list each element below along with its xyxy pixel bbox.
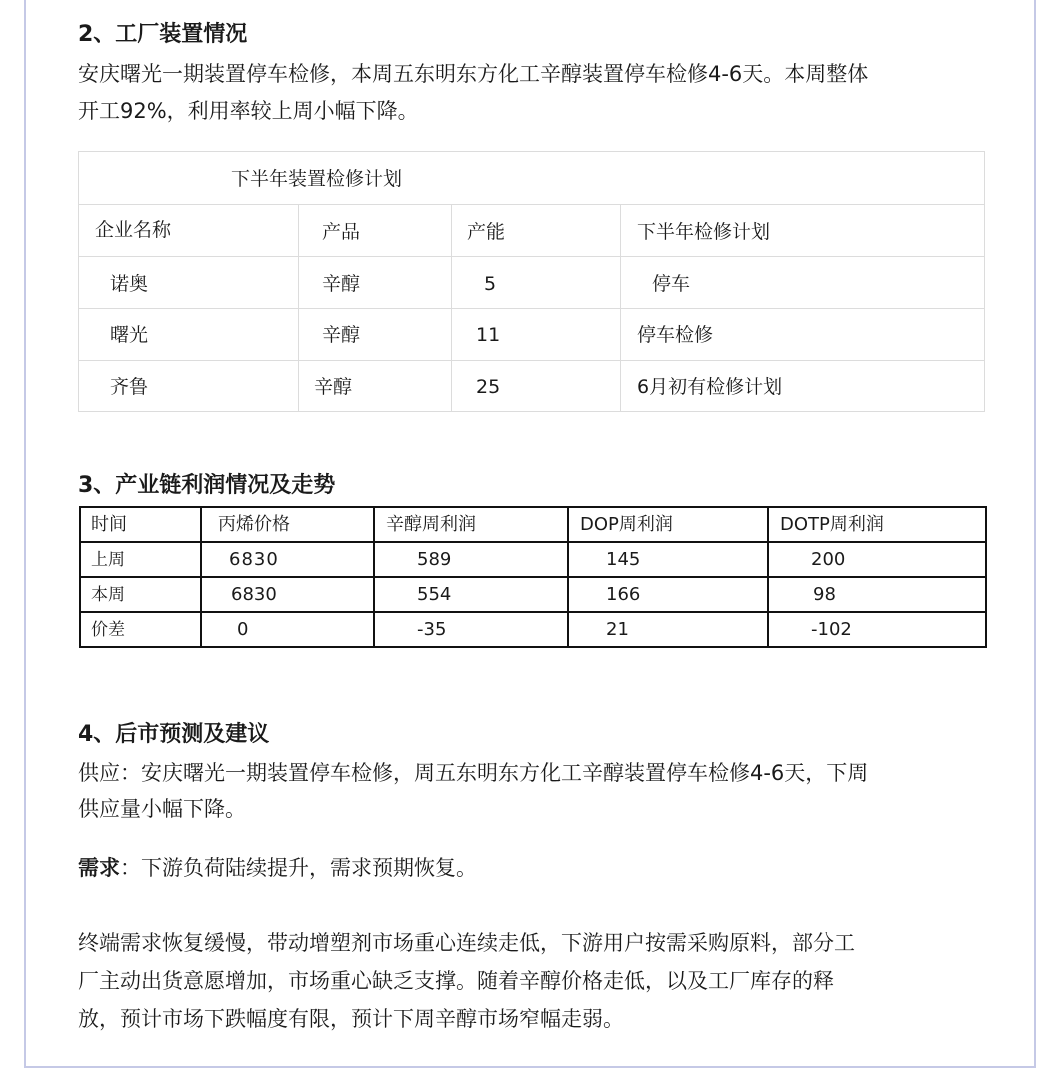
demand-paragraph	[78, 850, 477, 887]
section-2-heading: 2、工厂装置情况	[78, 22, 248, 47]
table-cell: 21	[568, 612, 768, 647]
table-cell: 诺奥	[110, 273, 149, 295]
demand-text: ：下游负荷陆续提升，需求预期恢复。	[120, 856, 477, 880]
section-4-heading: 4、后市预测及建议	[78, 722, 270, 747]
table-cell: -102	[768, 612, 986, 647]
table-row	[80, 577, 986, 612]
table-header-cell: 丙烯价格	[201, 507, 374, 542]
outlook-paragraph-line: 终端需求恢复缓慢，带动增塑剂市场重心连续走低，下游用户按需采购原料，部分工	[78, 931, 855, 955]
table-cell: 本周	[80, 577, 201, 612]
table-cell: 上周	[80, 542, 201, 577]
table-header-cell: 时间	[80, 507, 201, 542]
table-cell: 停车检修	[637, 324, 714, 346]
table-header-cell: 产能	[467, 221, 506, 243]
table-row	[80, 612, 986, 647]
table-cell: 辛醇	[322, 324, 361, 346]
table-header-cell: DOP周利润	[568, 507, 768, 542]
table-cell: 价差	[80, 612, 201, 647]
table-header-cell: 辛醇周利润	[374, 507, 568, 542]
supply-paragraph-line: 供应：安庆曙光一期装置停车检修，周五东明东方化工辛醇装置停车检修4-6天，下周	[78, 761, 869, 785]
maintenance-table-title: 下半年装置检修计划	[231, 168, 403, 190]
table-cell: 145	[568, 542, 768, 577]
table-cell: 200	[768, 542, 986, 577]
table-cell: 6月初有检修计划	[637, 376, 783, 398]
table-cell: -35	[374, 612, 568, 647]
section-2-paragraph-line: 开工92%，利用率较上周小幅下降。	[78, 99, 419, 123]
table-cell: 停车	[652, 273, 691, 295]
table-header-cell: 下半年检修计划	[637, 221, 771, 243]
supply-paragraph-line: 供应量小幅下降。	[78, 797, 246, 821]
table-cell: 11	[476, 324, 501, 346]
table-cell: 589	[374, 542, 568, 577]
table-header-cell: 企业名称	[95, 219, 172, 241]
table-cell: 6830	[201, 542, 374, 577]
table-cell: 6830	[201, 577, 374, 612]
table-cell: 98	[768, 577, 986, 612]
table-cell: 166	[568, 577, 768, 612]
table-cell: 0	[201, 612, 374, 647]
outlook-paragraph-line: 放，预计市场下跌幅度有限，预计下周辛醇市场窄幅走弱。	[78, 1007, 624, 1031]
table-row	[80, 542, 986, 577]
table-cell: 5	[484, 273, 497, 295]
table-cell: 曙光	[110, 324, 149, 346]
table-cell: 554	[374, 577, 568, 612]
document-page	[24, 0, 1036, 1068]
table-header-cell: 产品	[322, 221, 361, 243]
maintenance-plan-table	[78, 151, 985, 412]
table-cell: 25	[476, 376, 501, 398]
table-cell: 辛醇	[314, 376, 353, 398]
table-row	[80, 507, 986, 542]
outlook-paragraph-line: 厂主动出货意愿增加，市场重心缺乏支撑。随着辛醇价格走低，以及工厂库存的释	[78, 969, 834, 993]
section-2-paragraph-line: 安庆曙光一期装置停车检修，本周五东明东方化工辛醇装置停车检修4-6天。本周整体	[78, 62, 869, 86]
demand-label: 需求	[78, 856, 120, 880]
table-cell: 辛醇	[322, 273, 361, 295]
table-header-cell: DOTP周利润	[768, 507, 986, 542]
profit-table	[79, 506, 987, 648]
section-3-heading: 3、产业链利润情况及走势	[78, 473, 336, 498]
table-cell: 齐鲁	[110, 376, 149, 398]
